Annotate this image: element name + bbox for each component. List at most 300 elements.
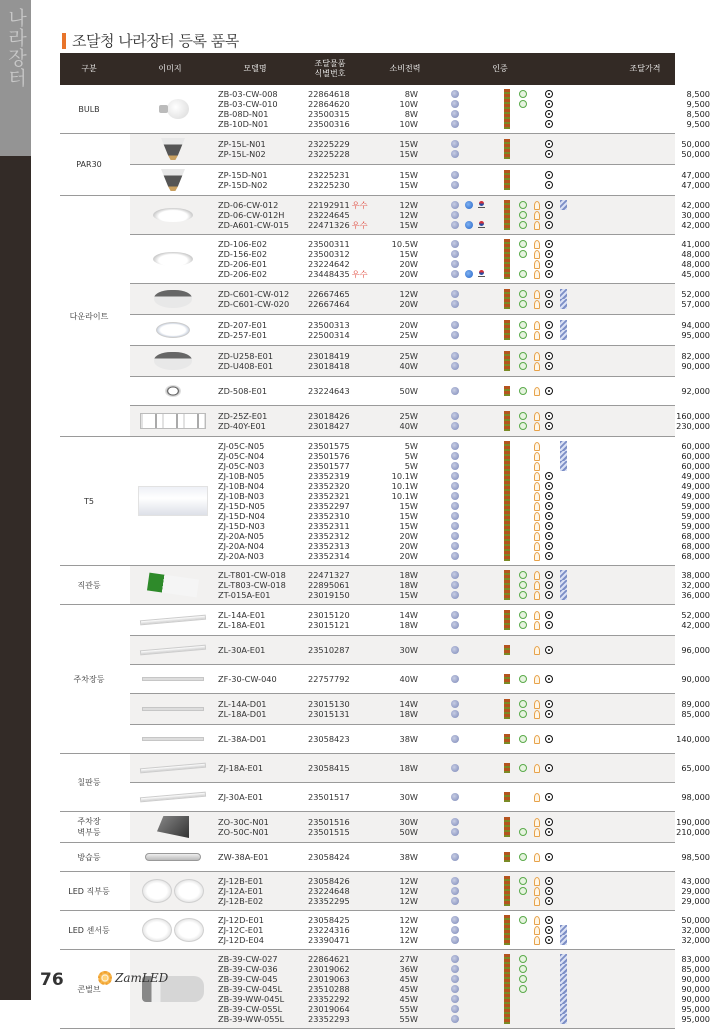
- table-row: [130, 1004, 710, 1014]
- kc-mark-icon: [451, 793, 459, 801]
- product-subgroup: [130, 872, 710, 910]
- power-consumption: 8W: [404, 89, 418, 99]
- model-name: ZB-39-CW-045L: [218, 984, 283, 994]
- product-code-value: 23448435: [308, 269, 350, 279]
- table-row: [130, 89, 710, 99]
- product-code-value: 23058423: [308, 734, 350, 744]
- model-name: ZJ-20A-N05: [218, 531, 265, 541]
- product-code: [308, 299, 350, 309]
- high-efficiency-mark-icon: [504, 620, 510, 630]
- model-name: ZP-15L-N02: [218, 149, 266, 159]
- model-name: ZD-C601-CW-020: [218, 299, 290, 309]
- power-consumption: 12W: [399, 896, 418, 906]
- energy-efficiency-icon: [534, 700, 540, 709]
- energy-efficiency-icon: [534, 502, 540, 511]
- high-efficiency-mark-icon: [504, 1004, 510, 1014]
- product-code-value: 23500311: [308, 239, 350, 249]
- model-name: ZD-207-E01: [218, 320, 268, 330]
- energy-efficiency-icon: [534, 492, 540, 501]
- procurement-price: 96,000: [681, 645, 710, 655]
- high-efficiency-mark-icon: [504, 89, 510, 99]
- energy-efficiency-icon: [534, 793, 540, 802]
- high-efficiency-mark-icon: [504, 481, 510, 491]
- product-code: [308, 954, 350, 964]
- table-row: [130, 249, 710, 259]
- korea-flag-mark-icon: [478, 221, 485, 229]
- product-code-value: 23352310: [308, 511, 350, 521]
- table-row: [130, 896, 710, 906]
- model-name: ZJ-05C-N05: [218, 441, 265, 451]
- product-code-value: 23352314: [308, 551, 350, 561]
- product-code-value: 23390471: [308, 935, 350, 945]
- ks-mark-icon: [560, 200, 567, 210]
- procurement-price: 68,000: [681, 551, 710, 561]
- eco-label-icon: [519, 965, 527, 973]
- model-name: ZB-03-CW-008: [218, 89, 278, 99]
- product-subgroup: [130, 665, 710, 694]
- product-subgroup: [130, 437, 710, 565]
- kc-safety-mark-icon: [545, 110, 553, 118]
- kc-safety-mark-icon: [545, 877, 553, 885]
- model-name: ZT-015A-E01: [218, 590, 271, 600]
- energy-efficiency-icon: [534, 240, 540, 249]
- procurement-price: 59,000: [681, 521, 710, 531]
- high-efficiency-mark-icon: [504, 351, 510, 361]
- power-consumption: 10.1W: [391, 491, 418, 501]
- power-consumption: 50W: [399, 386, 418, 396]
- product-code-value: 23352297: [308, 501, 350, 511]
- table-row: [130, 481, 710, 491]
- energy-efficiency-icon: [534, 462, 540, 471]
- model-name: ZD-257-E01: [218, 330, 268, 340]
- high-efficiency-mark-icon: [504, 249, 510, 259]
- high-efficiency-mark-icon: [504, 974, 510, 984]
- kc-mark-icon: [451, 985, 459, 993]
- kc-mark-icon: [451, 611, 459, 619]
- eco-label-icon: [519, 90, 527, 98]
- product-code-value: 23058424: [308, 852, 350, 862]
- high-efficiency-mark-icon: [504, 994, 510, 1004]
- model-name: ZJ-10B-N03: [218, 491, 265, 501]
- product-code: [308, 531, 350, 541]
- table-row: [130, 441, 710, 451]
- category-group: [60, 85, 710, 134]
- eco-label-icon: [519, 211, 527, 219]
- product-code: [308, 610, 350, 620]
- product-code: [308, 541, 350, 551]
- product-code: [308, 964, 350, 974]
- eco-label-icon: [519, 611, 527, 619]
- kc-mark-icon: [451, 552, 459, 560]
- product-code-value: 23015131: [308, 709, 350, 719]
- category-label: 주차장등: [73, 674, 105, 684]
- kc-mark-icon: [451, 442, 459, 450]
- high-efficiency-mark-icon: [504, 441, 510, 451]
- procurement-price: 90,000: [681, 674, 710, 684]
- kc-mark-icon: [451, 764, 459, 772]
- energy-efficiency-icon: [534, 646, 540, 655]
- kc-mark-icon: [451, 362, 459, 370]
- model-name: ZB-10D-N01: [218, 119, 269, 129]
- procurement-price: 90,000: [681, 974, 710, 984]
- eco-label-icon: [519, 735, 527, 743]
- power-consumption: 27W: [399, 954, 418, 964]
- product-code: [308, 886, 350, 896]
- power-consumption: 25W: [399, 411, 418, 421]
- energy-efficiency-icon: [534, 290, 540, 299]
- kc-mark-icon: [451, 100, 459, 108]
- high-efficiency-mark-icon: [504, 984, 510, 994]
- power-consumption: 20W: [399, 551, 418, 561]
- table-row: [130, 590, 710, 600]
- header-model: 모델명: [243, 64, 267, 73]
- procurement-price: 95,000: [681, 1004, 710, 1014]
- product-subgroup: [130, 235, 710, 284]
- procurement-price: 29,000: [681, 886, 710, 896]
- kc-mark-icon: [451, 171, 459, 179]
- kc-mark-icon: [451, 260, 459, 268]
- kc-mark-icon: [451, 250, 459, 258]
- ks-mark-icon: [560, 289, 567, 299]
- product-code: [308, 170, 350, 180]
- kc-safety-mark-icon: [545, 621, 553, 629]
- high-efficiency-mark-icon: [504, 511, 510, 521]
- model-name: ZJ-12D-E04: [218, 935, 264, 945]
- kc-mark-icon: [451, 965, 459, 973]
- product-code-value: 22667465: [308, 289, 350, 299]
- procurement-price: 52,000: [681, 610, 710, 620]
- model-name: ZD-06-CW-012: [218, 200, 279, 210]
- product-code: [308, 139, 350, 149]
- procurement-price: 160,000: [676, 411, 710, 421]
- table-row: [130, 386, 710, 396]
- procurement-price: 8,500: [686, 89, 710, 99]
- kc-safety-mark-icon: [545, 552, 553, 560]
- product-code: [308, 580, 350, 590]
- category-group: [60, 134, 710, 196]
- power-consumption: 20W: [399, 259, 418, 269]
- ks-mark-icon: [560, 461, 567, 471]
- kc-safety-mark-icon: [545, 362, 553, 370]
- table-row: [130, 792, 710, 802]
- kc-safety-mark-icon: [545, 211, 553, 219]
- eco-label-icon: [519, 571, 527, 579]
- energy-efficiency-icon: [534, 387, 540, 396]
- model-name: ZL-18A-D01: [218, 709, 267, 719]
- kc-safety-mark-icon: [545, 260, 553, 268]
- power-consumption: 10.5W: [391, 239, 418, 249]
- product-code: [308, 109, 350, 119]
- kc-mark-icon: [451, 492, 459, 500]
- model-name: ZD-06-CW-012H: [218, 210, 285, 220]
- kc-mark-icon: [451, 90, 459, 98]
- product-code-value: 23225231: [308, 170, 350, 180]
- power-consumption: 40W: [399, 674, 418, 684]
- table-row: [130, 925, 710, 935]
- kc-safety-mark-icon: [545, 828, 553, 836]
- table-row: [130, 501, 710, 511]
- high-efficiency-mark-icon: [504, 170, 510, 180]
- power-consumption: 12W: [399, 915, 418, 925]
- energy-efficiency-icon: [534, 936, 540, 945]
- table-row: [130, 935, 710, 945]
- energy-efficiency-icon: [534, 452, 540, 461]
- kc-mark-icon: [451, 331, 459, 339]
- table-row: [130, 180, 710, 190]
- product-subgroup: [130, 636, 710, 665]
- energy-efficiency-icon: [534, 331, 540, 340]
- header-price: 조달가격: [629, 64, 661, 73]
- table-row: [130, 491, 710, 501]
- table-row: [130, 421, 710, 431]
- model-name: ZL-14A-D01: [218, 699, 267, 709]
- kc-safety-mark-icon: [545, 100, 553, 108]
- product-code: [308, 876, 350, 886]
- product-code: [308, 239, 350, 249]
- high-efficiency-mark-icon: [504, 699, 510, 709]
- product-code: [308, 925, 350, 935]
- product-code-value: 23019062: [308, 964, 350, 974]
- procurement-price: 47,000: [681, 170, 710, 180]
- procurement-price: 52,000: [681, 289, 710, 299]
- table-row: [130, 411, 710, 421]
- model-name: ZD-A601-CW-015: [218, 220, 289, 230]
- table-row: [130, 852, 710, 862]
- product-code-value: 23352292: [308, 994, 350, 1004]
- category-label: 다운라이트: [69, 311, 109, 321]
- power-consumption: 40W: [399, 361, 418, 371]
- category-label: T5: [84, 496, 94, 506]
- product-code: [308, 763, 350, 773]
- eco-label-icon: [519, 581, 527, 589]
- product-code-value: 23501515: [308, 827, 350, 837]
- eco-label-icon: [519, 412, 527, 420]
- table-row: [130, 674, 710, 684]
- model-name: ZD-106-E02: [218, 239, 268, 249]
- power-consumption: 38W: [399, 734, 418, 744]
- product-code: [308, 994, 350, 1004]
- product-code-value: 23501576: [308, 451, 350, 461]
- ks-mark-icon: [560, 964, 567, 974]
- power-consumption: 12W: [399, 925, 418, 935]
- product-code-value: 23500313: [308, 320, 350, 330]
- power-consumption: 18W: [399, 620, 418, 630]
- eco-label-icon: [519, 321, 527, 329]
- energy-efficiency-icon: [534, 482, 540, 491]
- table-body: [60, 85, 710, 1029]
- model-name: ZB-03-CW-010: [218, 99, 278, 109]
- model-name: ZJ-15D-N05: [218, 501, 265, 511]
- excellent-product-badge: 우수: [351, 220, 368, 230]
- product-code: [308, 471, 350, 481]
- procurement-price: 59,000: [681, 511, 710, 521]
- category-label: LED 센서등: [68, 925, 110, 935]
- high-efficiency-mark-icon: [504, 330, 510, 340]
- energy-efficiency-icon: [534, 581, 540, 590]
- product-code: [308, 1014, 350, 1024]
- product-code-value: 23501577: [308, 461, 350, 471]
- power-consumption: 38W: [399, 852, 418, 862]
- kc-safety-mark-icon: [545, 181, 553, 189]
- ks-mark-icon: [560, 570, 567, 580]
- product-code: [308, 699, 350, 709]
- model-name: ZF-30-CW-040: [218, 674, 277, 684]
- high-efficiency-mark-icon: [504, 541, 510, 551]
- power-consumption: 18W: [399, 709, 418, 719]
- procurement-price: 90,000: [681, 994, 710, 1004]
- high-efficiency-mark-icon: [504, 289, 510, 299]
- power-consumption: 30W: [399, 817, 418, 827]
- high-efficiency-mark-icon: [504, 180, 510, 190]
- product-code: [308, 220, 368, 230]
- excellent-product-badge: 우수: [351, 200, 368, 210]
- eco-label-icon: [519, 853, 527, 861]
- kc-mark-icon: [451, 581, 459, 589]
- eco-label-icon: [519, 362, 527, 370]
- table-row: [130, 709, 710, 719]
- category-group: [60, 437, 710, 566]
- table-row: [130, 570, 710, 580]
- eco-label-icon: [519, 422, 527, 430]
- model-name: ZB-39-WW-055L: [218, 1014, 285, 1024]
- kc-safety-mark-icon: [545, 916, 553, 924]
- power-consumption: 25W: [399, 330, 418, 340]
- model-name: ZJ-12B-E02: [218, 896, 264, 906]
- high-efficiency-mark-icon: [504, 531, 510, 541]
- procurement-price: 32,000: [681, 925, 710, 935]
- power-consumption: 12W: [399, 886, 418, 896]
- model-name: ZD-206-E02: [218, 269, 268, 279]
- energy-efficiency-icon: [534, 611, 540, 620]
- power-consumption: 20W: [399, 320, 418, 330]
- power-consumption: 5W: [404, 461, 418, 471]
- category-label: BULB: [78, 104, 100, 114]
- product-code-value: 23018427: [308, 421, 350, 431]
- power-consumption: 15W: [399, 501, 418, 511]
- high-efficiency-mark-icon: [504, 915, 510, 925]
- table-row: [130, 734, 710, 744]
- table-row: [130, 610, 710, 620]
- power-consumption: 18W: [399, 763, 418, 773]
- eco-label-icon: [519, 887, 527, 895]
- product-subgroup: [130, 346, 710, 377]
- energy-efficiency-icon: [534, 532, 540, 541]
- procurement-price: 9,500: [686, 119, 710, 129]
- product-code-value: 23224316: [308, 925, 350, 935]
- kc-mark-icon: [451, 887, 459, 895]
- model-name: ZD-206-E01: [218, 259, 268, 269]
- energy-efficiency-icon: [534, 926, 540, 935]
- korea-flag-mark-icon: [478, 270, 485, 278]
- product-code: [308, 590, 350, 600]
- ks-mark-icon: [560, 1004, 567, 1014]
- high-efficiency-mark-icon: [504, 139, 510, 149]
- product-code-value: 22667464: [308, 299, 350, 309]
- product-code: [308, 570, 350, 580]
- model-name: ZP-15D-N02: [218, 180, 268, 190]
- kc-safety-mark-icon: [545, 171, 553, 179]
- model-name: ZL-14A-E01: [218, 610, 266, 620]
- model-name: ZJ-30A-E01: [218, 792, 264, 802]
- power-consumption: 55W: [399, 1014, 418, 1024]
- energy-efficiency-icon: [534, 735, 540, 744]
- energy-efficiency-icon: [534, 211, 540, 220]
- procurement-price: 68,000: [681, 541, 710, 551]
- page-title: 조달청 나라장터 등록 품목: [72, 32, 239, 50]
- product-code-value: 23352295: [308, 896, 350, 906]
- high-efficiency-mark-icon: [504, 580, 510, 590]
- high-efficiency-mark-icon: [504, 551, 510, 561]
- procurement-price: 50,000: [681, 915, 710, 925]
- ks-mark-icon: [560, 974, 567, 984]
- model-name: ZJ-12A-E01: [218, 886, 264, 896]
- kc-mark-icon: [451, 1005, 459, 1013]
- product-code-value: 23224642: [308, 259, 350, 269]
- model-name: ZJ-05C-N04: [218, 451, 265, 461]
- table-row: [130, 974, 710, 984]
- table-row: [130, 964, 710, 974]
- eco-label-icon: [519, 270, 527, 278]
- kc-mark-icon: [451, 975, 459, 983]
- product-code: [308, 935, 350, 945]
- model-name: ZJ-18A-E01: [218, 763, 264, 773]
- kc-mark-icon: [451, 621, 459, 629]
- product-code-value: 23224645: [308, 210, 350, 220]
- kc-safety-mark-icon: [545, 352, 553, 360]
- kc-mark-icon: [451, 936, 459, 944]
- energy-efficiency-icon: [534, 675, 540, 684]
- energy-efficiency-icon: [534, 260, 540, 269]
- high-efficiency-mark-icon: [504, 954, 510, 964]
- product-code: [308, 200, 368, 210]
- product-code: [308, 210, 350, 220]
- kc-mark-icon: [451, 710, 459, 718]
- procurement-price: 50,000: [681, 149, 710, 159]
- sun-logo-icon: [98, 971, 112, 985]
- procurement-price: 68,000: [681, 531, 710, 541]
- category-group: [60, 566, 710, 605]
- model-name: ZO-30C-N01: [218, 817, 269, 827]
- procurement-price: 50,000: [681, 139, 710, 149]
- table-row: [130, 170, 710, 180]
- high-efficiency-mark-icon: [504, 709, 510, 719]
- procurement-price: 42,000: [681, 220, 710, 230]
- power-consumption: 20W: [399, 269, 418, 279]
- procurement-price: 36,000: [681, 590, 710, 600]
- category-label: PAR30: [76, 160, 102, 169]
- eco-label-icon: [519, 300, 527, 308]
- kc-safety-mark-icon: [545, 522, 553, 530]
- procurement-price: 29,000: [681, 896, 710, 906]
- power-consumption: 14W: [399, 699, 418, 709]
- procurement-price: 60,000: [681, 441, 710, 451]
- high-efficiency-mark-icon: [504, 610, 510, 620]
- product-code: [308, 792, 350, 802]
- high-efficiency-mark-icon: [504, 570, 510, 580]
- kc-mark-icon: [451, 240, 459, 248]
- high-efficiency-mark-icon: [504, 491, 510, 501]
- procurement-price: 47,000: [681, 180, 710, 190]
- power-consumption: 12W: [399, 200, 418, 210]
- product-subgroup: [130, 406, 710, 436]
- energy-efficiency-icon: [534, 442, 540, 451]
- product-code: [308, 249, 350, 259]
- model-name: ZP-15D-N01: [218, 170, 268, 180]
- ks-mark-icon: [560, 590, 567, 600]
- ks-mark-icon: [560, 954, 567, 964]
- power-consumption: 20W: [399, 541, 418, 551]
- ks-mark-icon: [560, 580, 567, 590]
